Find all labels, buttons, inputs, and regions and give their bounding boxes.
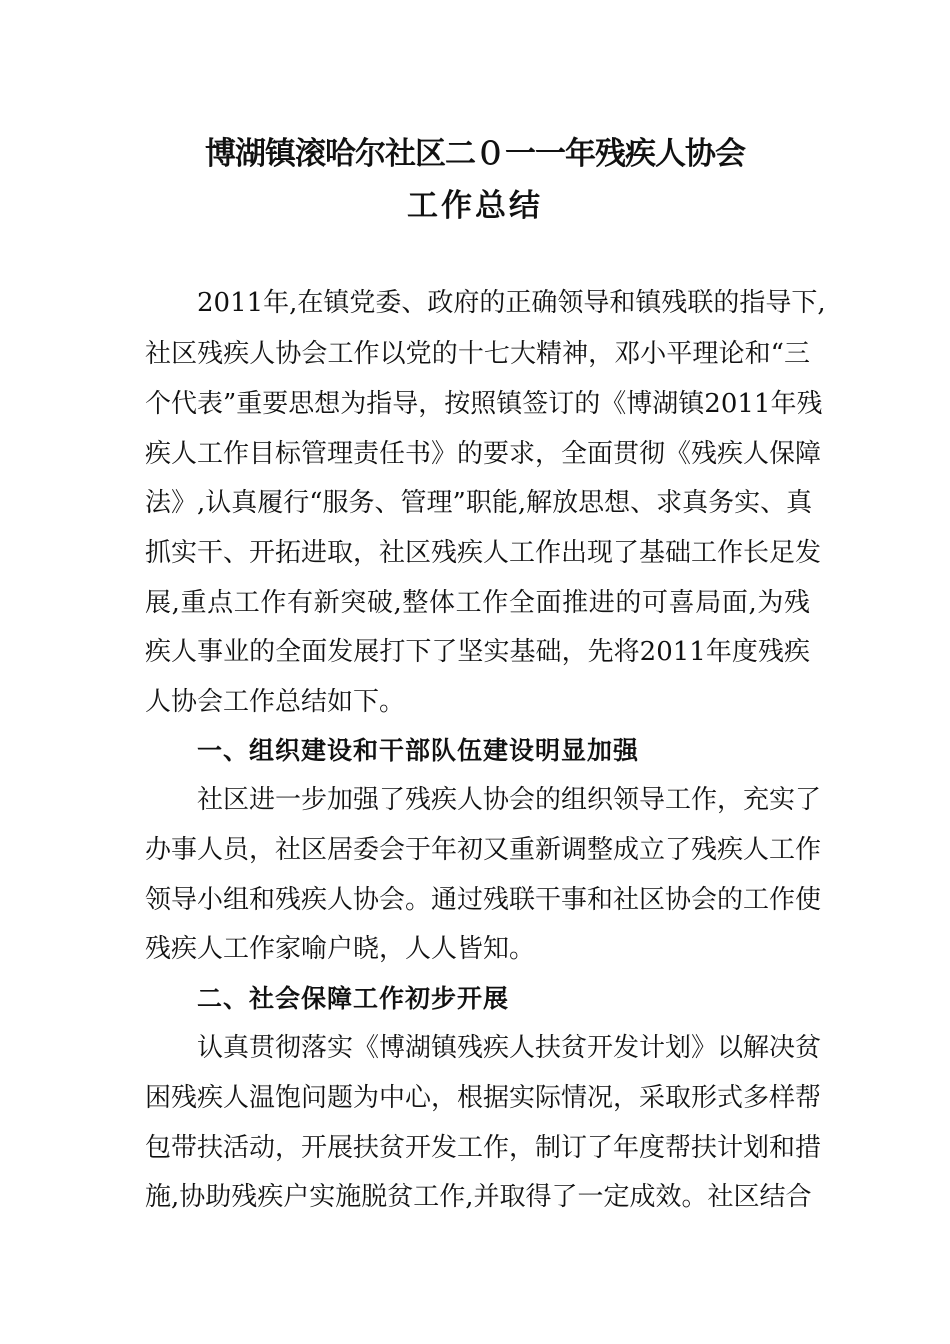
paragraph-line: 疾人事业的全面发展打下了坚实基础，先将2011年度残疾 xyxy=(145,637,810,667)
paragraph-line: 人协会工作总结如下。 xyxy=(145,687,406,717)
paragraph-line: 疾人工作目标管理责任书》的要求，全面贯彻《残疾人保障 xyxy=(145,439,822,469)
section-heading: 二、社会保障工作初步开展 xyxy=(197,984,510,1013)
paragraph-line: 困残疾人温饱问题为中心，根据实际情况，采取形式多样帮 xyxy=(145,1083,822,1113)
paragraph-line: 领导小组和残疾人协会。通过残联干事和社区协会的工作使 xyxy=(145,885,822,915)
paragraph-line: 施,协助残疾户实施脱贫工作,并取得了一定成效。社区结合 xyxy=(145,1182,812,1212)
paragraph-line: 2011年,在镇党委、政府的正确领导和镇残联的指导下, xyxy=(197,288,826,318)
paragraph-line: 社区进一步加强了残疾人协会的组织领导工作，充实了 xyxy=(197,785,822,815)
section-heading: 一、组织建设和干部队伍建设明显加强 xyxy=(197,736,640,765)
document-title: 博湖镇滚哈尔社区二０一一年残疾人协会 xyxy=(205,136,745,172)
paragraph-line: 个代表”重要思想为指导，按照镇签订的《博湖镇2011年残 xyxy=(145,389,823,419)
paragraph-line: 社区残疾人协会工作以党的十七大精神，邓小平理论和“三 xyxy=(145,339,810,369)
paragraph-line: 认真贯彻落实《博湖镇残疾人扶贫开发计划》以解决贫 xyxy=(197,1033,822,1063)
paragraph-line: 残疾人工作家喻户晓，人人皆知。 xyxy=(145,934,536,964)
document-subtitle: 工作总结 xyxy=(407,188,543,224)
paragraph-line: 展,重点工作有新突破,整体工作全面推进的可喜局面,为残 xyxy=(145,588,810,618)
paragraph-line: 抓实干、开拓进取，社区残疾人工作出现了基础工作长足发 xyxy=(145,538,822,568)
paragraph-line: 法》,认真履行“服务、管理”职能,解放思想、求真务实、真 xyxy=(145,488,813,518)
paragraph-line: 包带扶活动，开展扶贫开发工作，制订了年度帮扶计划和措 xyxy=(145,1133,822,1163)
paragraph-line: 办事人员，社区居委会于年初又重新调整成立了残疾人工作 xyxy=(145,835,822,865)
